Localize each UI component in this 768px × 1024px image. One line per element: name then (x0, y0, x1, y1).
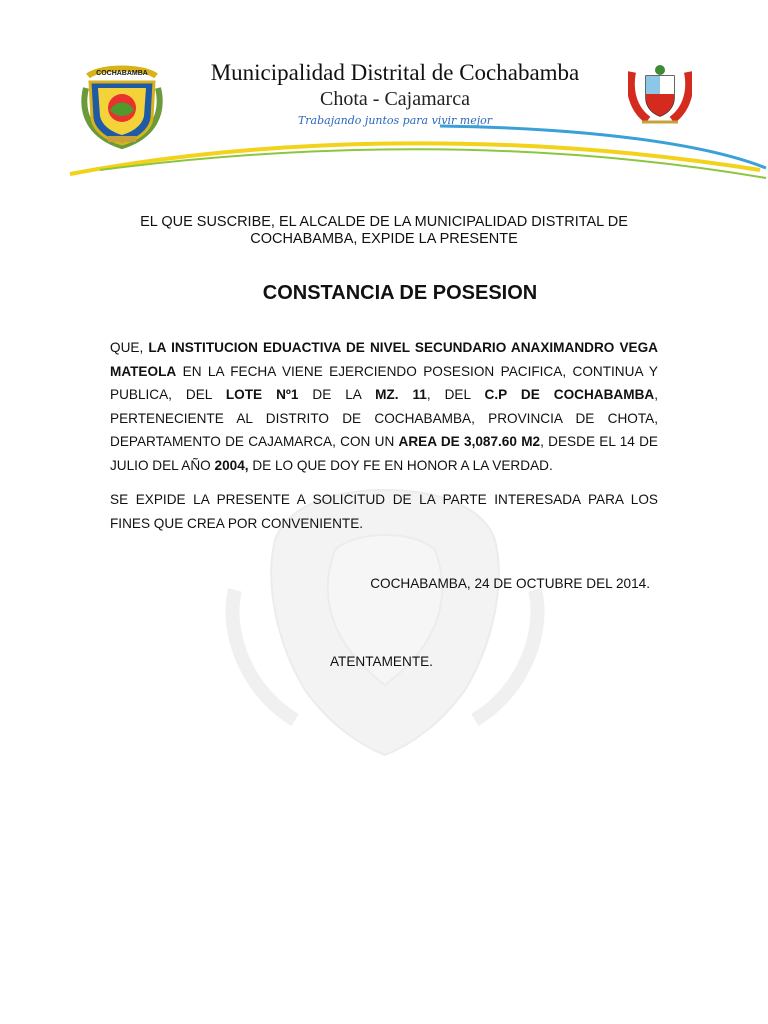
p1-year: 2004, (214, 457, 249, 473)
paragraph-purpose: SE EXPIDE LA PRESENTE A SOLICITUD DE LA PARTE INTERESADA PARA LOS FINES QUE CREA POR CONVENIENTE. (110, 492, 658, 531)
p1-text-2: EN LA FECHA VIENE EJERCIENDO POSESION PACIFICA, CONTINUA Y PUBLICA, DEL (110, 363, 658, 403)
p1-lot: LOTE Nº1 (225, 387, 299, 403)
p1-text-5: , PERTENECIENTE AL DISTRITO DE COCHABAMBA, PROVINCIA DE CHOTA, DEPARTAMENTO DE CAJAMARCA, CON UN (110, 387, 658, 450)
document-title: CONSTANCIA DE POSESION (262, 282, 538, 304)
paragraph-possession (110, 336, 658, 478)
seal-left-text: COCHABAMBA (96, 70, 148, 77)
closing-text: ATENTAMENTE. (330, 654, 433, 669)
p1-text-3: DE LA (298, 387, 376, 403)
p1-text-6: , DESDE EL 14 DE JULIO DEL AÑO (110, 434, 658, 473)
p1-area: AREA DE 3,087.60 M2 (398, 434, 541, 450)
header-subtitle: Chota - Cajamarca (320, 88, 470, 110)
p1-town: C.P DE COCHABAMBA (484, 387, 655, 403)
header-title: Municipalidad Distrital de Cochabamba (210, 60, 580, 85)
p1-text-7: DE LO QUE DOY FE EN HONOR A LA VERDAD. (248, 457, 553, 473)
place-date: COCHABAMBA, 24 DE OCTUBRE DEL 2014. (370, 576, 650, 591)
p1-institution-name: LA INSTITUCION EDUACTIVA DE NIVEL SECUNDARIO ANAXIMANDRO VEGA MATEOLA (110, 340, 658, 379)
header-motto: Trabajando juntos para vivir mejor (297, 114, 493, 127)
header-swoosh-decoration (60, 118, 768, 182)
p1-text-1: QUE, (110, 340, 149, 355)
p1-text-4: , DEL (426, 387, 485, 403)
intro-text: EL QUE SUSCRIBE, EL ALCALDE DE LA MUNICIPALIDAD DISTRITAL DE COCHABAMBA, EXPIDE LA PRESENTE (140, 214, 628, 247)
p1-block: MZ. 11 (375, 387, 427, 403)
